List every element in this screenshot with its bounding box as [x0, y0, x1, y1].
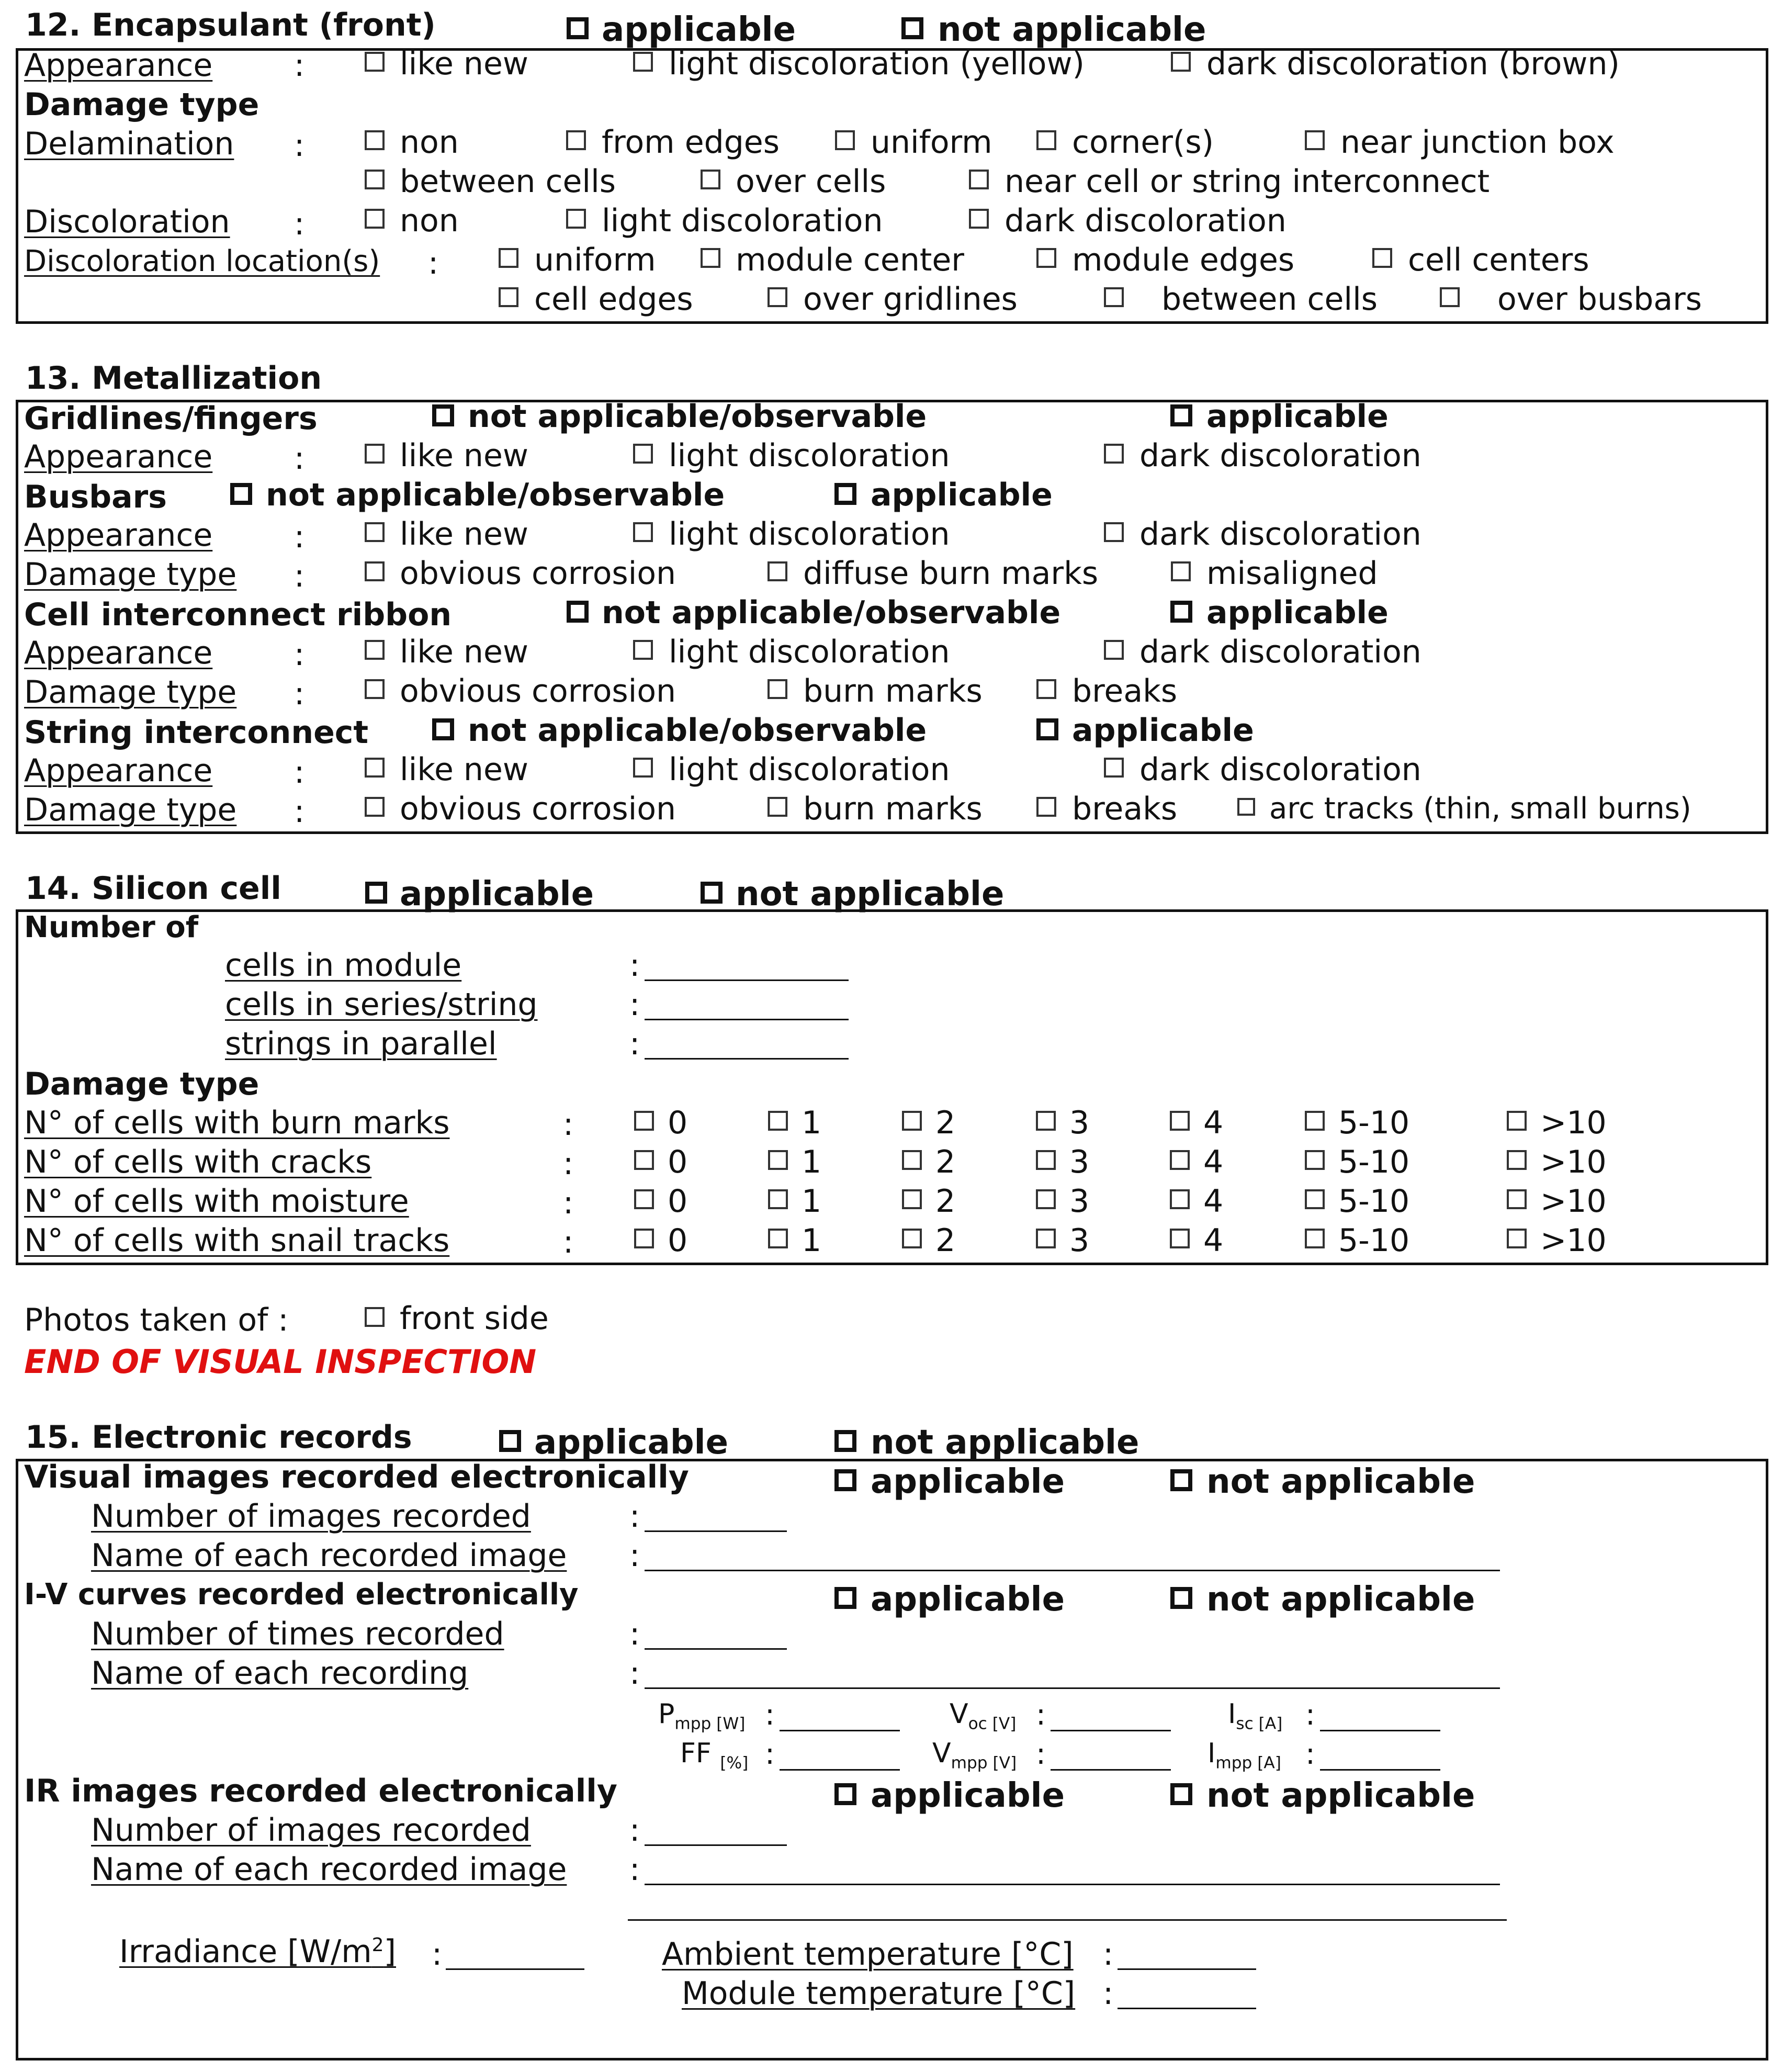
s15-iv-num-times-input[interactable]	[645, 1648, 787, 1650]
s12-not-applicable-checkbox[interactable]	[901, 17, 923, 39]
colon: :	[294, 636, 305, 673]
s15-iv-name-input[interactable]	[645, 1687, 1500, 1689]
s14-count-option-checkbox[interactable]	[1170, 1189, 1190, 1209]
s13-damage-option-checkbox[interactable]	[1036, 797, 1056, 817]
s12-not-applicable-label: not applicable	[938, 10, 1206, 49]
s15-visual-applicable-checkbox[interactable]	[834, 1469, 856, 1491]
s12-applicable-checkbox[interactable]	[567, 17, 589, 39]
s15-irradiance-input[interactable]	[446, 1968, 584, 1970]
s13-damage-option-checkbox[interactable]	[1036, 679, 1056, 699]
s12-discoloration-option: dark discoloration	[1005, 202, 1287, 239]
s12-delamination-option-checkbox[interactable]	[365, 130, 385, 150]
s15-ir-num-images-input[interactable]	[645, 1844, 787, 1846]
s12-location-option-checkbox[interactable]	[1372, 248, 1392, 268]
s14-count-option-checkbox[interactable]	[902, 1111, 922, 1131]
s14-count-option-label: 4	[1203, 1222, 1224, 1259]
s15-ir-heading: IR images recorded electronically	[24, 1773, 617, 1809]
s12-appearance-option-checkbox[interactable]	[1171, 52, 1191, 72]
s15-visual-applicable-label: applicable	[871, 1462, 1065, 1501]
s12-delamination-option-checkbox[interactable]	[566, 130, 586, 150]
colon: :	[432, 1936, 443, 1973]
s14-count-option-checkbox[interactable]	[768, 1111, 788, 1131]
s14-count-option-label: 2	[935, 1105, 956, 1141]
s14-damage-type-heading: Damage type	[24, 1066, 259, 1102]
colon: :	[629, 1851, 640, 1888]
s13-damage-option: breaks	[1072, 791, 1178, 827]
s12-location-option: cell centers	[1408, 242, 1589, 278]
s13-appearance-option: like new	[400, 751, 528, 788]
s15-ir-num-images-label: Number of images recorded	[91, 1812, 531, 1849]
s14-count-option-label: 4	[1203, 1144, 1224, 1180]
s14-count-label: cells in module	[225, 947, 462, 984]
colon: :	[629, 1616, 640, 1652]
s14-count-option-checkbox[interactable]	[634, 1229, 654, 1248]
colon: :	[1036, 1698, 1046, 1732]
section-12-title: 12. Encapsulant (front)	[25, 7, 436, 43]
s13-busbars-appearance-label: Appearance	[24, 517, 213, 554]
s13-appearance-option-checkbox[interactable]	[1104, 758, 1124, 778]
s13-busbars-na-label: not applicable/observable	[266, 477, 725, 513]
s14-count-option-label: 0	[668, 1222, 688, 1259]
s13-appearance-option-checkbox[interactable]	[1104, 522, 1124, 542]
s13-appearance-option: like new	[400, 437, 528, 474]
s14-count-option-label: 4	[1203, 1105, 1224, 1141]
s13-string-heading: String interconnect	[24, 714, 369, 751]
s13-string-appearance-label: Appearance	[24, 752, 213, 789]
s13-appearance-option-checkbox[interactable]	[365, 444, 385, 464]
s13-damage-option: burn marks	[803, 673, 983, 710]
s13-appearance-option-checkbox[interactable]	[633, 758, 653, 778]
s15-ir-name-input-extra[interactable]	[628, 1919, 1507, 1921]
s13-damage-option: diffuse burn marks	[803, 555, 1099, 592]
s15-isc-label: $I_{sc [A]}$	[1228, 1698, 1283, 1733]
colon: :	[1103, 1975, 1114, 2012]
s13-string-na-checkbox[interactable]	[432, 718, 454, 740]
s13-appearance-option-checkbox[interactable]	[365, 522, 385, 542]
s13-damage-option-checkbox[interactable]	[1171, 561, 1191, 581]
s12-appearance-label: Appearance	[24, 47, 213, 84]
s12-appearance-option-checkbox[interactable]	[365, 52, 385, 72]
s14-count-option-checkbox[interactable]	[634, 1189, 654, 1209]
s13-gridlines-applicable-checkbox[interactable]	[1170, 404, 1192, 426]
s15-num-images-label: Number of images recorded	[91, 1498, 531, 1535]
s12-location-option: cell edges	[534, 281, 693, 318]
s13-gridlines-applicable-label: applicable	[1206, 398, 1389, 435]
s13-ribbon-applicable-label: applicable	[1206, 594, 1389, 631]
s12-location-option-checkbox[interactable]	[768, 287, 787, 307]
s14-count-option-checkbox[interactable]	[902, 1189, 922, 1209]
s15-iv-heading: I-V curves recorded electronically	[24, 1578, 579, 1612]
s14-count-option-checkbox[interactable]	[634, 1150, 654, 1170]
colon: :	[629, 1498, 640, 1535]
s13-busbars-na-checkbox[interactable]	[230, 483, 252, 505]
s12-discoloration-option: light discoloration	[602, 202, 883, 239]
colon: :	[629, 986, 640, 1023]
s15-ir-applicable-label: applicable	[871, 1776, 1065, 1815]
s14-count-option-label: 5-10	[1338, 1183, 1410, 1220]
s15-not-applicable-label: not applicable	[871, 1423, 1139, 1462]
colon: :	[629, 1812, 640, 1849]
s12-delamination-option-checkbox[interactable]	[1305, 130, 1325, 150]
s13-ribbon-damage-label: Damage type	[24, 674, 237, 711]
colon: :	[563, 1185, 574, 1221]
s14-count-option-checkbox[interactable]	[634, 1111, 654, 1131]
s15-ir-not-applicable-label: not applicable	[1206, 1776, 1475, 1815]
s14-count-option-checkbox[interactable]	[1170, 1229, 1190, 1248]
s12-location-option-checkbox[interactable]	[701, 248, 720, 268]
s13-ribbon-na-checkbox[interactable]	[567, 601, 589, 623]
s13-damage-option: obvious corrosion	[400, 673, 676, 710]
s14-count-option-checkbox[interactable]	[1036, 1150, 1056, 1170]
colon: :	[563, 1145, 574, 1182]
s14-number-of-heading: Number of	[24, 910, 199, 944]
s14-count-input[interactable]	[645, 1058, 849, 1060]
s12-discoloration-option-checkbox[interactable]	[969, 209, 989, 229]
s15-visual-not-applicable-label: not applicable	[1206, 1462, 1475, 1501]
s14-count-option-checkbox[interactable]	[1507, 1150, 1527, 1170]
s12-location-option-checkbox[interactable]	[499, 248, 518, 268]
s13-appearance-option-checkbox[interactable]	[365, 640, 385, 660]
s13-damage-option: misaligned	[1206, 555, 1378, 592]
s14-count-option-label: 1	[802, 1222, 822, 1259]
s14-count-option-checkbox[interactable]	[1170, 1111, 1190, 1131]
s15-iv-applicable-label: applicable	[871, 1580, 1065, 1619]
s12-discoloration-option: non	[400, 202, 459, 239]
s13-string-damage-label: Damage type	[24, 792, 237, 828]
s13-damage-option-checkbox[interactable]	[768, 561, 787, 581]
s15-ff-label: FF $_{[\%]}$	[680, 1738, 749, 1773]
s13-appearance-option-checkbox[interactable]	[365, 758, 385, 778]
s15-pmpp-label: $P_{mpp [W]}$	[658, 1698, 746, 1733]
section-14-title: 14. Silicon cell	[25, 870, 281, 907]
s13-damage-option-checkbox[interactable]	[1237, 798, 1255, 816]
s12-delamination-option: non	[400, 124, 459, 161]
s15-name-image-label: Name of each recorded image	[91, 1537, 567, 1574]
s12-location-option: module center	[736, 242, 964, 278]
colon: :	[629, 947, 640, 984]
s14-count-option-checkbox[interactable]	[1305, 1229, 1325, 1248]
s14-count-option-label: 3	[1069, 1183, 1090, 1220]
s14-count-option-label: 0	[668, 1183, 688, 1220]
s13-string-na-label: not applicable/observable	[468, 712, 927, 749]
s13-damage-option-checkbox[interactable]	[768, 797, 787, 817]
s13-appearance-option-checkbox[interactable]	[1104, 640, 1124, 660]
s13-gridlines-appearance-label: Appearance	[24, 438, 213, 475]
s12-delamination-option: uniform	[871, 124, 992, 161]
s14-count-option-label: 0	[668, 1144, 688, 1180]
s15-applicable-label: applicable	[534, 1423, 728, 1462]
colon: :	[294, 754, 305, 791]
s12-delamination-option-checkbox[interactable]	[701, 170, 720, 189]
s13-appearance-option-checkbox[interactable]	[633, 640, 653, 660]
colon: :	[765, 1698, 775, 1732]
s15-ir-name-image-label: Name of each recorded image	[91, 1851, 567, 1888]
s13-ribbon-applicable-checkbox[interactable]	[1170, 601, 1192, 623]
s12-appearance-option-checkbox[interactable]	[633, 52, 653, 72]
s14-count-option-checkbox[interactable]	[902, 1150, 922, 1170]
photos-front-side-label: front side	[400, 1300, 549, 1337]
s14-count-option-checkbox[interactable]	[1036, 1189, 1056, 1209]
colon: :	[294, 47, 305, 84]
colon: :	[294, 675, 305, 712]
s14-row-label: N° of cells with moisture	[24, 1183, 409, 1220]
s12-location-option: module edges	[1072, 242, 1295, 278]
s15-ambient-input[interactable]	[1118, 1968, 1256, 1970]
s14-not-applicable-checkbox[interactable]	[701, 882, 723, 904]
s14-row-label: N° of cells with burn marks	[24, 1105, 450, 1141]
s13-appearance-option-checkbox[interactable]	[633, 444, 653, 464]
s12-delamination-option-checkbox[interactable]	[969, 170, 989, 189]
s14-count-option-label: 5-10	[1338, 1144, 1410, 1180]
s12-location-option-checkbox[interactable]	[1036, 248, 1056, 268]
colon: :	[294, 440, 305, 477]
s13-appearance-option-checkbox[interactable]	[633, 522, 653, 542]
s13-damage-option: breaks	[1072, 673, 1178, 710]
s13-string-applicable-label: applicable	[1072, 712, 1254, 749]
s15-num-times-label: Number of times recorded	[91, 1616, 504, 1652]
s12-delamination-option: over cells	[736, 163, 886, 200]
s12-applicable-label: applicable	[602, 10, 796, 49]
s12-delamination-option: near cell or string interconnect	[1005, 163, 1490, 200]
s15-iv-not-applicable-label: not applicable	[1206, 1580, 1475, 1619]
s12-location-option: over gridlines	[803, 281, 1018, 318]
s12-appearance-option: like new	[400, 46, 528, 82]
s14-count-option-checkbox[interactable]	[1036, 1111, 1056, 1131]
s14-count-option-label: 1	[802, 1144, 822, 1180]
s13-damage-option: burn marks	[803, 791, 983, 827]
colon: :	[294, 127, 305, 164]
s15-impp-label: $I_{mpp [A]}$	[1208, 1738, 1281, 1773]
s12-appearance-option: dark discoloration (brown)	[1206, 46, 1620, 82]
s13-gridlines-na-label: not applicable/observable	[468, 398, 927, 435]
s13-gridlines-heading: Gridlines/fingers	[24, 400, 318, 437]
s15-iv-not-applicable-checkbox[interactable]	[1170, 1587, 1192, 1609]
s13-busbars-damage-label: Damage type	[24, 556, 237, 593]
s14-count-option-label: 5-10	[1338, 1222, 1410, 1259]
s14-count-option-label: 2	[935, 1222, 956, 1259]
s14-count-option-checkbox[interactable]	[768, 1189, 788, 1209]
s12-appearance-option: light discoloration (yellow)	[669, 46, 1085, 82]
s15-irradiance-label: Irradiance $[W/m^2]$	[119, 1933, 396, 1970]
s14-count-option-checkbox[interactable]	[768, 1229, 788, 1248]
s15-visual-name-input[interactable]	[645, 1570, 1500, 1571]
s12-delamination-option: corner(s)	[1072, 124, 1214, 161]
colon: :	[1036, 1737, 1046, 1771]
s15-iv-applicable-checkbox[interactable]	[834, 1587, 856, 1609]
s15-module-temp-label: Module temperature [°C]	[682, 1975, 1076, 2012]
s13-appearance-option: light discoloration	[669, 437, 950, 474]
s12-location-option: uniform	[534, 242, 656, 278]
s13-damage-option-checkbox[interactable]	[365, 561, 385, 581]
s14-count-label: strings in parallel	[225, 1026, 497, 1062]
s13-appearance-option: like new	[400, 516, 528, 553]
s13-appearance-option: light discoloration	[669, 516, 950, 553]
s13-damage-option-checkbox[interactable]	[365, 797, 385, 817]
s15-visual-heading: Visual images recorded electronically	[24, 1459, 689, 1495]
s14-count-input[interactable]	[645, 1019, 849, 1020]
s14-count-label: cells in series/string	[225, 986, 538, 1023]
photos-front-side-checkbox[interactable]	[365, 1307, 385, 1327]
s13-ribbon-appearance-label: Appearance	[24, 635, 213, 671]
s15-vmpp-label: $V_{mpp [V]}$	[932, 1738, 1017, 1773]
colon: :	[428, 245, 439, 281]
s13-busbars-applicable-label: applicable	[871, 477, 1053, 513]
s14-count-option-label: 5-10	[1338, 1105, 1410, 1141]
s14-count-option-label: 4	[1203, 1183, 1224, 1220]
s13-damage-option: obvious corrosion	[400, 555, 676, 592]
s14-applicable-label: applicable	[400, 875, 594, 914]
s12-discoloration-option-checkbox[interactable]	[566, 209, 586, 229]
s15-ambient-label: Ambient temperature [°C]	[662, 1936, 1074, 1973]
photos-label: Photos taken of :	[24, 1302, 289, 1338]
s15-name-recording-label: Name of each recording	[91, 1655, 469, 1692]
colon: :	[629, 1537, 640, 1574]
s13-damage-option-checkbox[interactable]	[768, 679, 787, 699]
s14-count-option-checkbox[interactable]	[1305, 1111, 1325, 1131]
s14-not-applicable-label: not applicable	[736, 875, 1005, 914]
s15-pmpp-input[interactable]	[780, 1730, 900, 1731]
s14-count-option-label: >10	[1540, 1105, 1607, 1141]
s15-visual-not-applicable-checkbox[interactable]	[1170, 1469, 1192, 1491]
s13-appearance-option: dark discoloration	[1139, 516, 1421, 553]
s14-count-option-label: >10	[1540, 1144, 1607, 1180]
s14-count-option-checkbox[interactable]	[1507, 1229, 1527, 1248]
s15-isc-input[interactable]	[1320, 1730, 1440, 1731]
s12-location-option-checkbox[interactable]	[1104, 287, 1124, 307]
s12-location-label: Discoloration location(s)	[24, 244, 380, 278]
s12-delamination-option-checkbox[interactable]	[1036, 130, 1056, 150]
colon: :	[1305, 1698, 1315, 1732]
s15-ir-applicable-checkbox[interactable]	[834, 1783, 856, 1805]
s13-busbars-heading: Busbars	[24, 479, 167, 515]
s13-busbars-applicable-checkbox[interactable]	[834, 483, 856, 505]
s13-damage-option-checkbox[interactable]	[365, 679, 385, 699]
s12-delamination-option-checkbox[interactable]	[835, 130, 855, 150]
s14-count-option-label: 2	[935, 1144, 956, 1180]
colon: :	[1103, 1936, 1114, 1973]
s14-count-option-label: 3	[1069, 1105, 1090, 1141]
s12-location-option-checkbox[interactable]	[499, 287, 518, 307]
colon: :	[765, 1737, 775, 1771]
s13-appearance-option: dark discoloration	[1139, 634, 1421, 670]
s14-count-option-checkbox[interactable]	[1036, 1229, 1056, 1248]
s15-visual-num-images-input[interactable]	[645, 1530, 787, 1532]
end-of-visual-inspection: END OF VISUAL INSPECTION	[24, 1343, 537, 1381]
s12-location-option: between cells	[1161, 281, 1378, 318]
s14-count-option-label: 3	[1069, 1144, 1090, 1180]
s13-appearance-option: like new	[400, 634, 528, 670]
colon: :	[1305, 1737, 1315, 1771]
s13-ribbon-heading: Cell interconnect ribbon	[24, 596, 452, 633]
s13-ribbon-na-label: not applicable/observable	[602, 594, 1061, 631]
s14-count-option-checkbox[interactable]	[1305, 1189, 1325, 1209]
section-13-title: 13. Metallization	[25, 360, 322, 397]
s13-string-applicable-checkbox[interactable]	[1036, 718, 1058, 740]
s14-count-option-checkbox[interactable]	[1507, 1189, 1527, 1209]
s13-appearance-option-checkbox[interactable]	[1104, 444, 1124, 464]
colon: :	[629, 1026, 640, 1062]
s15-ir-name-input[interactable]	[645, 1884, 1500, 1885]
s14-count-option-checkbox[interactable]	[1305, 1150, 1325, 1170]
s15-ff-input[interactable]	[780, 1769, 900, 1771]
s15-voc-label: $V_{oc [V]}$	[950, 1698, 1017, 1733]
s12-location-option: over busbars	[1497, 281, 1702, 318]
s13-appearance-option: light discoloration	[669, 751, 950, 788]
colon: :	[294, 558, 305, 594]
s12-discoloration-option-checkbox[interactable]	[365, 209, 385, 229]
s14-count-input[interactable]	[645, 979, 849, 981]
colon: :	[294, 206, 305, 242]
s12-location-option-checkbox[interactable]	[1440, 287, 1460, 307]
s15-applicable-checkbox[interactable]	[499, 1430, 521, 1452]
s15-voc-input[interactable]	[1051, 1730, 1171, 1731]
colon: :	[563, 1224, 574, 1260]
s14-count-option-checkbox[interactable]	[768, 1150, 788, 1170]
s13-appearance-option: dark discoloration	[1139, 437, 1421, 474]
s14-count-option-checkbox[interactable]	[902, 1229, 922, 1248]
s14-row-label: N° of cells with cracks	[24, 1144, 372, 1180]
s12-discoloration-label: Discoloration	[24, 204, 230, 240]
s13-appearance-option: dark discoloration	[1139, 751, 1421, 788]
s14-count-option-checkbox[interactable]	[1170, 1150, 1190, 1170]
s15-module-temp-input[interactable]	[1118, 2008, 1256, 2009]
s15-not-applicable-checkbox[interactable]	[834, 1430, 856, 1452]
s14-row-label: N° of cells with snail tracks	[24, 1222, 450, 1259]
colon: :	[294, 519, 305, 555]
s12-delamination-option: between cells	[400, 163, 616, 200]
s14-applicable-checkbox[interactable]	[365, 882, 387, 904]
s14-count-option-label: 1	[802, 1105, 822, 1141]
s14-count-option-label: 1	[802, 1183, 822, 1220]
s12-damage-type-heading: Damage type	[24, 86, 259, 123]
s14-count-option-label: >10	[1540, 1183, 1607, 1220]
s12-delamination-option: near junction box	[1340, 124, 1615, 161]
s12-delamination-label: Delamination	[24, 126, 234, 162]
s14-count-option-checkbox[interactable]	[1507, 1111, 1527, 1131]
s15-vmpp-input[interactable]	[1051, 1769, 1171, 1771]
s14-count-option-label: 3	[1069, 1222, 1090, 1259]
s12-delamination-option: from edges	[602, 124, 780, 161]
s15-impp-input[interactable]	[1320, 1769, 1440, 1771]
s13-gridlines-na-checkbox[interactable]	[432, 404, 454, 426]
s13-damage-option: arc tracks (thin, small burns)	[1269, 792, 1691, 826]
section-15-title: 15. Electronic records	[25, 1419, 412, 1456]
s13-damage-option: obvious corrosion	[400, 791, 676, 827]
colon: :	[294, 793, 305, 830]
s14-count-option-label: 0	[668, 1105, 688, 1141]
colon: :	[563, 1106, 574, 1143]
colon: :	[629, 1655, 640, 1692]
s15-ir-not-applicable-checkbox[interactable]	[1170, 1783, 1192, 1805]
s14-count-option-label: >10	[1540, 1222, 1607, 1259]
s14-count-option-label: 2	[935, 1183, 956, 1220]
s12-delamination-option-checkbox[interactable]	[365, 170, 385, 189]
s13-appearance-option: light discoloration	[669, 634, 950, 670]
